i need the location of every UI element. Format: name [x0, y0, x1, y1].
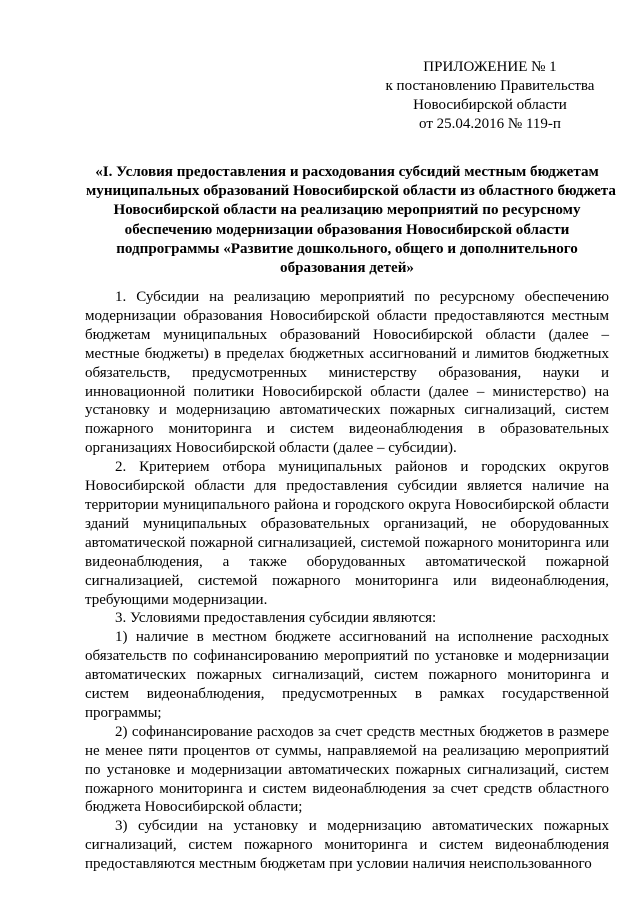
appendix-resolution-line: к постановлению Правительства	[385, 78, 595, 94]
paragraph-3-item-3: 3) субсидии на установку и модернизацию автоматических пожарных сигнализаций, систем пожарного мониторинга и систем видеонаблюдения предоставляются местным бюджетам при условии наличия неиспользованного	[85, 818, 609, 873]
appendix-header	[360, 58, 620, 134]
paragraph-2: 2. Критерием отбора муниципальных районов и городских округов Новосибирской области для предоставления субсидии является наличие на территории муниципального района и городского округа Новосибирской области зданий муниципальных образовательных организаций, не оборудованных автоматической пожарной сигнализацией, системой пожарного мониторинга или видеонаблюдения, а также оборудованных автоматической пожарной сигнализацией, системой пожарного мониторинга или видеонаблюдения, требующими модернизации.	[85, 459, 609, 608]
section-title-line: Новосибирской области на реализацию мероприятий по ресурсному	[113, 202, 581, 219]
paragraph-1: 1. Субсидии на реализацию мероприятий по ресурсному обеспечению модернизации образования Новосибирской области предоставляются местным бюджетам муниципальных образований Новосибирской области (далее – местные бюджеты) в пределах бюджетных ассигнований и лимитов бюджетных обязательств, предусмотренных министерству образования, науки и инновационной политики Новосибирской области (далее – министерство) на установку и модернизацию автоматических пожарных сигнализаций, систем пожарного мониторинга и систем видеонаблюдения в образовательных организациях Новосибирской области (далее – субсидии).	[85, 289, 609, 457]
appendix-region-line: Новосибирской области	[413, 97, 567, 113]
section-title-line: обеспечению модернизации образования Новосибирской области	[124, 221, 570, 238]
section-title-line: «I. Условия предоставления и расходования субсидий местным бюджетам	[95, 164, 599, 180]
section-title-line: образования детей»	[280, 260, 414, 277]
section-title-line: подпрограммы «Развитие дошкольного, общего и дополнительного	[116, 240, 578, 257]
appendix-number: ПРИЛОЖЕНИЕ № 1	[423, 59, 557, 75]
paragraph-3-item-2: 2) софинансирование расходов за счет средств местных бюджетов в размере не менее пяти процентов от суммы, направляемой на реализацию мероприятий по установке и модернизации автоматических пожарных сигнализаций, систем пожарного мониторинга и систем видеонаблюдения за счет средств областного бюджета Новосибирской области;	[85, 723, 609, 816]
paragraph-3-item-1: 1) наличие в местном бюджете ассигнований на исполнение расходных обязательств по софинансированию мероприятий по установке и модернизации автоматических пожарных сигнализаций, систем пожарного мониторинга и систем видеонаблюдения, предусмотренных в рамках государственной программы;	[85, 629, 609, 721]
paragraph-3: 3. Условиями предоставления субсидии являются:	[115, 610, 437, 627]
section-title	[86, 163, 616, 278]
appendix-date-line: от 25.04.2016 № 119-п	[419, 116, 561, 132]
document-body	[85, 288, 609, 874]
section-title-line: муниципальных образований Новосибирской области из областного бюджета	[86, 183, 616, 200]
